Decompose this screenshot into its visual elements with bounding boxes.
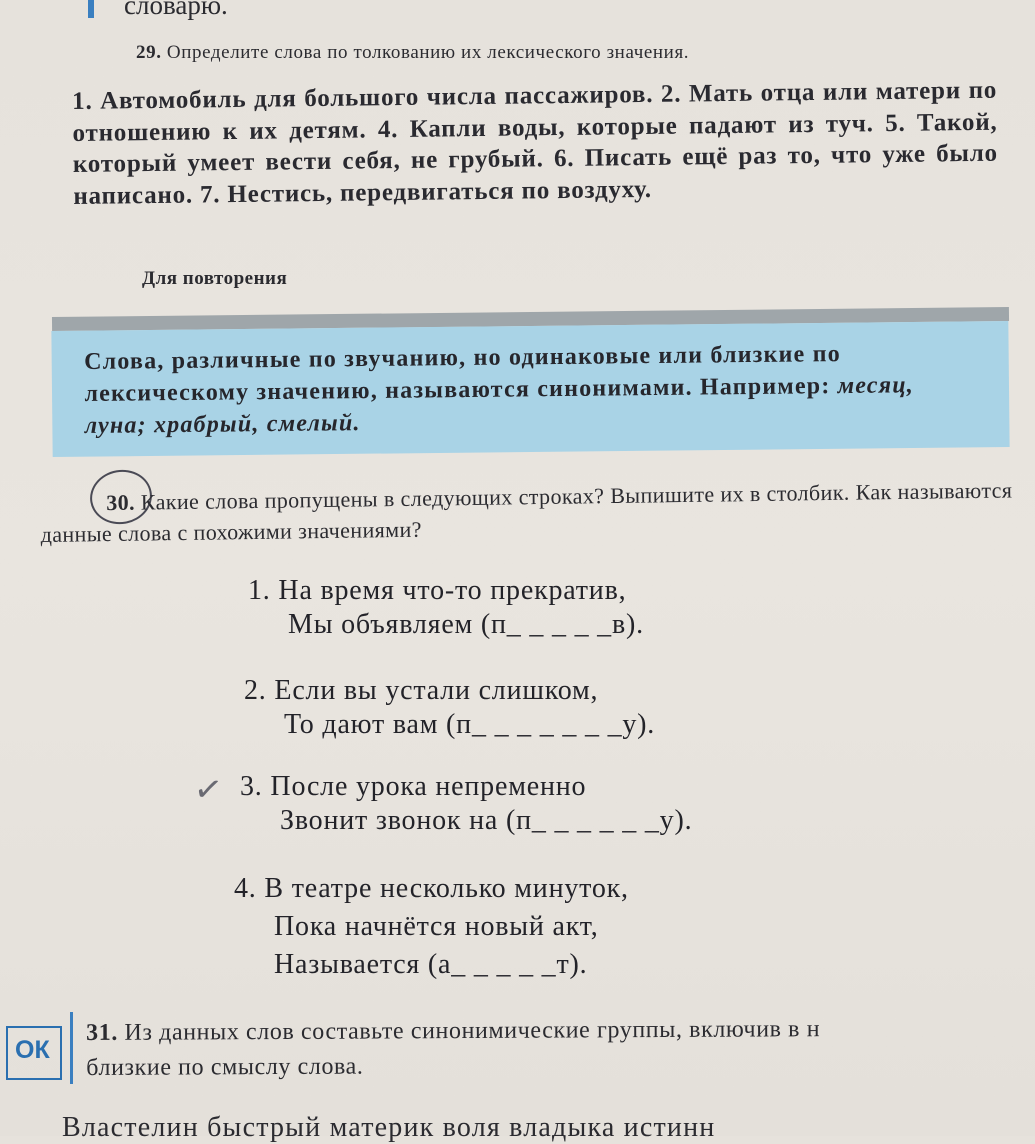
poem-number: 3.: [240, 771, 263, 802]
checkmark-icon: ✓: [191, 770, 225, 811]
task-29-instruction: Определите слова по толкованию их лексического значения.: [166, 42, 690, 63]
task-31-line-2: близкие по смыслу слова.: [86, 1053, 364, 1081]
poem-number: 2.: [244, 675, 267, 706]
poem-2: [244, 674, 655, 742]
poem-line: На время что-то прекратив,: [278, 575, 627, 606]
task-31-number: 31.: [86, 1019, 118, 1046]
poem-number: 4.: [234, 873, 257, 904]
ok-badge: [6, 1026, 62, 1080]
task-29-heading: [136, 42, 689, 64]
poem-number: 1.: [248, 575, 271, 606]
task-30-instruction: Какие слова пропущены в следующих строках? Выпишите их в столбик. Как называются данные слова с похожими значениями?: [40, 477, 1013, 547]
task-29-definitions: 1. Автомобиль для большого числа пассажиров. 2. Мать отца или матери по отношению к их детям. 4. Капли воды, которые падают из туч. 5. Такой, который умеет вести себя, не грубый. 6. Писать ещё раз то, что уже было написано. 7. Нестись, передвигаться по воздуху.: [72, 76, 999, 210]
poem-4: [234, 870, 629, 984]
poem-line: Называется (а_ _ _ _ _т).: [274, 949, 588, 980]
poem-3: [240, 770, 692, 838]
poem-line: Звонит звонок на (п_ _ _ _ _ _у).: [280, 805, 693, 836]
example-label: Например:: [699, 373, 831, 401]
review-heading: Для повторения: [142, 268, 288, 289]
word-list-cut: Властелин быстрый материк воля владыка истинн: [62, 1112, 716, 1143]
ok-badge-label: ОК: [15, 1036, 50, 1064]
poem-line: После урока непременно: [270, 771, 587, 802]
top-cut-word: словарю.: [124, 0, 228, 20]
example-words: месяц, луна; храбрый, смелый.: [84, 372, 915, 439]
task-31-line-1: Из данных слов составьте синонимические группы, включив в н: [124, 1016, 821, 1046]
poem-line: В театре несколько минуток,: [264, 873, 629, 904]
poem-1: [248, 574, 644, 642]
margin-bar: [88, 0, 94, 18]
task-31-text: [86, 1011, 1035, 1086]
poem-line: То дают вам (п_ _ _ _ _ _ _у).: [284, 709, 656, 740]
rule-text: [84, 337, 975, 442]
poem-line: Если вы устали слишком,: [274, 675, 599, 706]
margin-bar: [70, 1012, 73, 1084]
task-30-text: [40, 474, 1035, 550]
poem-line: Пока начнётся новый акт,: [274, 911, 599, 942]
task-30-number: 30.: [106, 489, 136, 516]
poem-line: Мы объявляем (п_ _ _ _ _в).: [288, 609, 644, 640]
task-29-number: 29.: [136, 42, 162, 63]
rule-definition: Слова, различные по звучанию, но одинаковые или близкие по лексическому значению, называются синонимами.: [84, 341, 842, 407]
